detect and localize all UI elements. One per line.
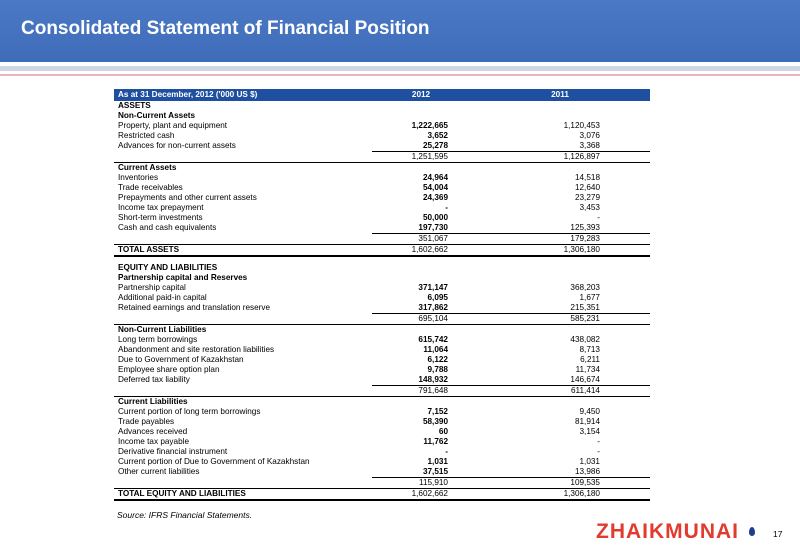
value-2011 [466, 397, 650, 408]
row-label: Long term borrowings [118, 335, 198, 344]
section-heading-row [114, 111, 650, 121]
value-2012: 115,910 [372, 478, 466, 489]
value-2012 [372, 325, 466, 336]
value-2011 [466, 263, 650, 273]
company-logo: ZHAIKMUNAI [596, 520, 739, 543]
row-label: Current portion of Due to Government of Kazakhstan [118, 457, 310, 466]
row-label: Income tax prepayment [118, 203, 204, 212]
table-row [114, 467, 650, 478]
table-row [114, 437, 650, 447]
subtotal-row [114, 386, 650, 397]
subtotal-row [114, 152, 650, 163]
value-2011: 11,734 [575, 365, 600, 374]
value-2011: 8,713 [579, 345, 600, 354]
value-2011: 125,393 [570, 223, 600, 232]
financial-position-table [114, 89, 650, 501]
row-label: Inventories [118, 173, 159, 182]
value-2012: 1,251,595 [372, 152, 466, 163]
row-label: TOTAL ASSETS [114, 245, 372, 257]
source-note: Source: IFRS Financial Statements. [117, 510, 253, 520]
value-2012: 148,932 [418, 375, 448, 384]
slide-header [0, 0, 800, 62]
row-label: Partnership capital [118, 283, 186, 292]
row-label: Trade receivables [118, 183, 183, 192]
value-2011 [466, 163, 650, 174]
table-row [114, 173, 650, 183]
row-label: Advances for non-current assets [118, 141, 236, 151]
total-row [114, 245, 650, 257]
value-2011: 13,986 [574, 467, 600, 476]
value-2012 [372, 101, 466, 111]
table-row [114, 256, 650, 263]
row-label: Derivative financial instrument [118, 447, 228, 456]
row-label [114, 314, 372, 325]
row-label: ASSETS [118, 101, 151, 110]
value-2011: 3,076 [579, 131, 600, 140]
table-row [114, 183, 650, 193]
value-2012: 1,222,665 [411, 121, 448, 130]
value-2012: 25,278 [422, 141, 448, 150]
value-2011: 1,126,897 [466, 152, 650, 163]
value-2011: 438,082 [570, 335, 600, 344]
value-2012: 1,602,662 [372, 489, 466, 501]
table-row [114, 375, 650, 386]
value-2012: 3,652 [427, 131, 448, 140]
value-2012: 791,648 [372, 386, 466, 397]
value-2011 [466, 111, 650, 121]
value-2012 [372, 263, 466, 273]
value-2012: 9,788 [427, 365, 448, 374]
value-2012: - [445, 447, 448, 456]
page-title: Consolidated Statement of Financial Position [21, 18, 430, 39]
value-2011: 12,640 [574, 183, 600, 192]
value-2011: 1,120,453 [563, 121, 600, 130]
value-2011: 6,211 [580, 355, 600, 364]
row-label: Partnership capital and Reserves [118, 273, 248, 282]
table-row [114, 121, 650, 131]
value-2012 [372, 397, 466, 408]
section-heading-row [114, 273, 650, 283]
column-header-2012: 2012 [372, 89, 466, 101]
value-2011: 23,279 [574, 193, 600, 202]
row-label: Property, plant and equipment [118, 121, 228, 130]
value-2011: 109,535 [466, 478, 650, 489]
table-row [114, 193, 650, 203]
table-row [114, 417, 650, 427]
section-heading-row [114, 397, 650, 408]
value-2011: 3,154 [579, 427, 600, 436]
total-row [114, 489, 650, 501]
value-2011: 215,351 [570, 303, 600, 312]
table-row [114, 427, 650, 437]
value-2011 [466, 256, 650, 263]
table-row [114, 447, 650, 457]
value-2012: 317,862 [418, 303, 448, 312]
table-row [114, 283, 650, 293]
row-label: Restricted cash [118, 131, 175, 140]
row-label: Other current liabilities [118, 467, 200, 477]
value-2012 [372, 163, 466, 174]
value-2011: 1,306,180 [466, 489, 650, 501]
value-2011: 179,283 [466, 234, 650, 245]
row-label: Employee share option plan [118, 365, 220, 374]
section-heading-row [114, 101, 650, 111]
value-2011: - [597, 437, 600, 446]
value-2012: 24,369 [422, 193, 448, 202]
value-2012: 24,964 [422, 173, 448, 182]
value-2012: 37,515 [422, 467, 448, 476]
value-2012: 6,122 [427, 355, 448, 364]
section-heading-row [114, 163, 650, 174]
table-row [114, 407, 650, 417]
value-2011: 81,914 [574, 417, 600, 426]
row-label [114, 256, 372, 263]
value-2011: 3,453 [579, 203, 600, 212]
row-label: Prepayments and other current assets [118, 193, 257, 202]
value-2011: 9,450 [579, 407, 600, 416]
value-2012: 1,031 [427, 457, 448, 466]
row-label: Non-Current Liabilities [114, 325, 372, 336]
table-row [114, 303, 650, 314]
table-row [114, 131, 650, 141]
value-2011: 1,677 [579, 293, 600, 302]
value-2011: 1,306,180 [466, 245, 650, 257]
value-2011: - [597, 213, 600, 222]
value-2012: 615,742 [418, 335, 448, 344]
value-2011: 368,203 [570, 283, 600, 292]
value-2012: 60 [438, 427, 448, 436]
table-row [114, 457, 650, 467]
section-heading-row [114, 325, 650, 336]
value-2012: - [445, 203, 448, 212]
oil-drop-icon [749, 527, 755, 536]
row-label [114, 386, 372, 397]
table-row [114, 335, 650, 345]
section-heading-row [114, 263, 650, 273]
value-2012: 58,390 [422, 417, 448, 426]
value-2011: 3,368 [579, 141, 600, 150]
table-row [114, 141, 650, 152]
value-2011 [466, 273, 650, 283]
row-label: Trade payables [118, 417, 175, 426]
value-2011 [466, 101, 650, 111]
value-2012: 695,104 [372, 314, 466, 325]
table-row [114, 365, 650, 375]
row-label: Income tax payable [118, 437, 190, 446]
page-number: 17 [773, 529, 783, 539]
table-header-label: As at 31 December, 2012 ('000 US $) [114, 89, 372, 101]
subtotal-row [114, 314, 650, 325]
row-label: Non-Current Assets [118, 111, 196, 120]
header-divider [0, 74, 800, 76]
row-label: Additional paid-in capital [118, 293, 207, 302]
table-row [114, 293, 650, 303]
row-label: Deferred tax liability [118, 375, 190, 385]
value-2012: 197,730 [418, 223, 448, 232]
value-2012: 371,147 [418, 283, 448, 292]
value-2012 [372, 111, 466, 121]
row-label: Abandonment and site restoration liabilities [118, 345, 275, 354]
row-label [114, 152, 372, 163]
subtotal-row [114, 478, 650, 489]
row-label: Current portion of long term borrowings [118, 407, 261, 416]
row-label: Advances received [118, 427, 188, 436]
value-2011 [466, 325, 650, 336]
value-2011: 585,231 [466, 314, 650, 325]
row-label: Due to Government of Kazakhstan [118, 355, 244, 364]
row-label [114, 478, 372, 489]
row-label: Cash and cash equivalents [118, 223, 217, 233]
row-label [114, 234, 372, 245]
subtotal-row [114, 234, 650, 245]
value-2012: 54,004 [422, 183, 448, 192]
value-2011: 146,674 [570, 375, 600, 384]
column-header-2011: 2011 [466, 89, 650, 101]
table-header-row [114, 89, 650, 101]
value-2012: 11,762 [423, 437, 448, 446]
row-label: EQUITY AND LIABILITIES [118, 263, 218, 272]
row-label: Short-term investments [118, 213, 203, 222]
row-label: Current Liabilities [114, 397, 372, 408]
row-label: Retained earnings and translation reserve [118, 303, 271, 313]
value-2011: 611,414 [466, 386, 650, 397]
value-2012 [372, 256, 466, 263]
value-2011: - [597, 447, 600, 456]
value-2012: 1,602,662 [372, 245, 466, 257]
value-2012 [372, 273, 466, 283]
row-label: TOTAL EQUITY AND LIABILITIES [114, 489, 372, 501]
value-2011: 14,518 [574, 173, 600, 182]
table-row [114, 355, 650, 365]
value-2012: 11,064 [423, 345, 448, 354]
row-label: Current Assets [114, 163, 372, 174]
table-row [114, 223, 650, 234]
table-row [114, 203, 650, 213]
value-2011: 1,031 [579, 457, 600, 466]
value-2012: 50,000 [422, 213, 448, 222]
value-2012: 351,067 [372, 234, 466, 245]
table-row [114, 345, 650, 355]
value-2012: 6,095 [427, 293, 448, 302]
table-row [114, 213, 650, 223]
value-2012: 7,152 [427, 407, 448, 416]
